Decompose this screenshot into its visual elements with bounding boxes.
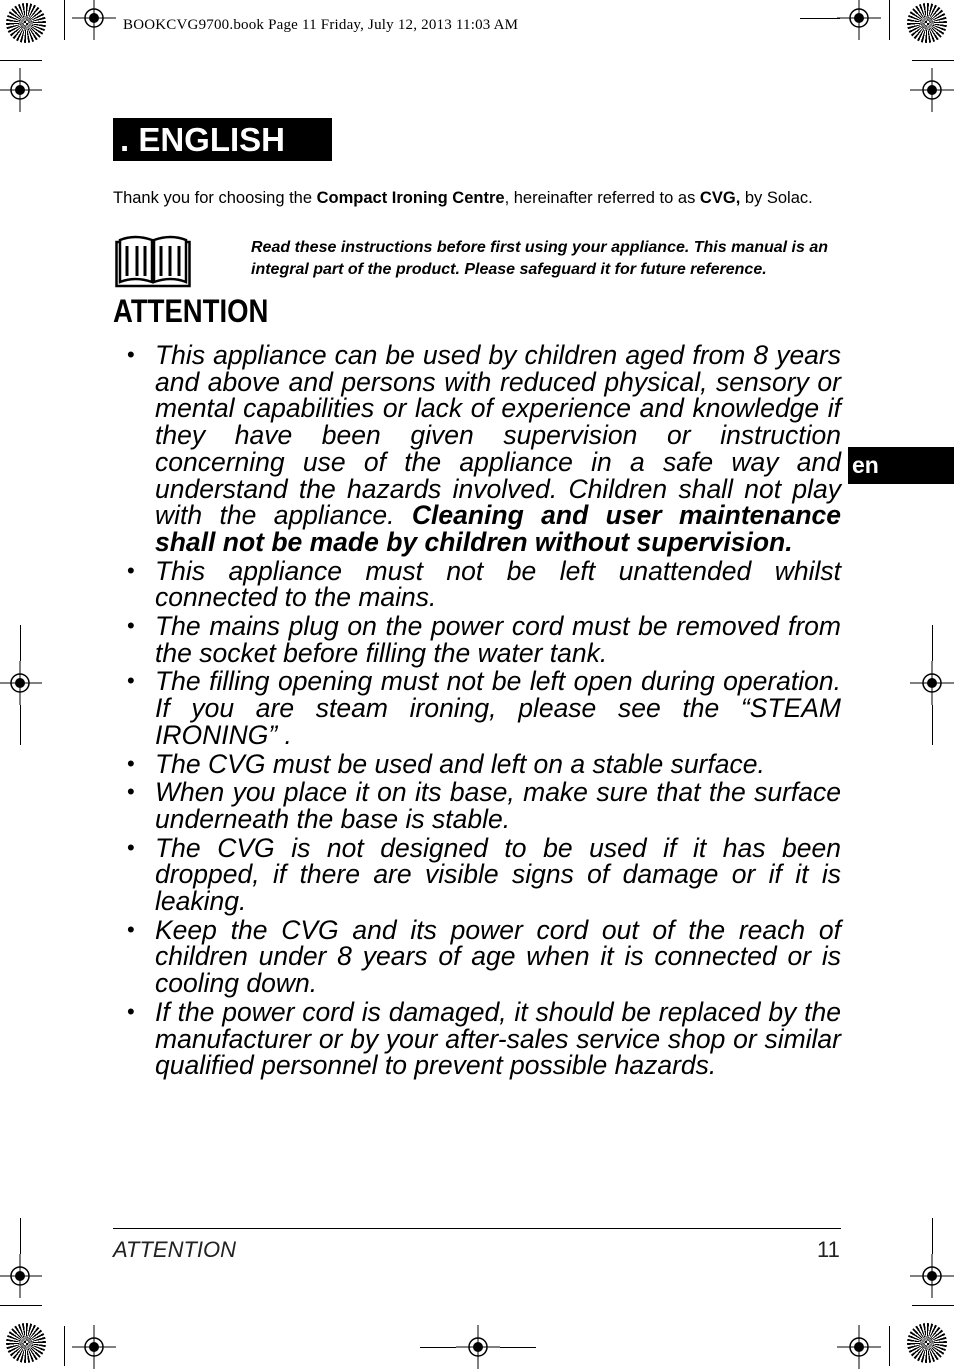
list-item-text: The CVG is not designed to be used if it has been dropped, if there are visible signs of damage or if it is leaking.: [155, 832, 841, 917]
trim-line: [64, 0, 65, 40]
footer-divider: [113, 1228, 841, 1229]
language-banner: . ENGLISH: [113, 118, 332, 161]
list-item: [127, 914, 841, 999]
bullet-icon: •: [127, 750, 135, 776]
registration-mark-icon: [910, 1254, 954, 1298]
list-item: [127, 779, 841, 832]
trim-line: [800, 18, 840, 19]
bullet-icon: •: [127, 557, 135, 583]
list-item-text: When you place it on its base, make sure that the surface underneath the base is stable.: [155, 777, 841, 834]
intro-comma: ,: [735, 189, 741, 207]
starburst-mark-icon: [6, 1323, 46, 1363]
list-item-emphasis: Cleaning and user maintenance shall not be made by children without supervision.: [155, 500, 841, 557]
section-title: ATTENTION: [113, 293, 269, 329]
registration-mark-icon: [0, 661, 42, 705]
registration-mark-icon: [72, 0, 116, 40]
intro-suffix: by Solac.: [740, 189, 813, 207]
registration-mark-icon: [72, 1325, 116, 1369]
book-info-header: BOOKCVG9700.book Page 11 Friday, July 12, 2013 11:03 AM: [123, 17, 519, 33]
trim-line: [20, 705, 21, 745]
bullet-icon: •: [127, 613, 135, 639]
trim-line: [912, 60, 954, 61]
trim-line: [0, 60, 42, 61]
list-item-text: This appliance can be used by children aged from 8 years and above and persons with reduced physical, sensory or mental capabilities or lack of experience and knowledge if they have been given supervision or instruction concerning use of the appliance in a safe way and understand the hazards involved. Children shall not play with the appliance.: [155, 340, 841, 531]
registration-mark-icon: [837, 1325, 881, 1369]
trim-line: [932, 705, 933, 745]
list-item: [127, 996, 841, 1081]
intro-middle: , hereinafter referred to as: [504, 189, 700, 207]
starburst-mark-icon: [6, 3, 46, 43]
bullet-icon: •: [127, 834, 135, 860]
trim-line: [0, 1305, 42, 1306]
list-item: [127, 555, 841, 613]
registration-mark-icon: [837, 0, 881, 40]
bullet-icon: •: [127, 998, 135, 1024]
registration-mark-icon: [456, 1325, 500, 1369]
list-item: [127, 342, 841, 556]
list-item-text: If the power cord is damaged, it should be replaced by the manufacturer or by your after-sales service shop or similar qualified personnel to prevent possible hazards.: [155, 996, 841, 1081]
intro-prefix: Thank you for choosing the: [113, 189, 317, 207]
starburst-mark-icon: [907, 3, 947, 43]
list-item: [127, 832, 841, 917]
footer-section-label: ATTENTION: [113, 1237, 237, 1262]
list-item-text: Keep the CVG and its power cord out of the reach of children under 8 years of age when it is connected or is cooling down.: [155, 914, 841, 999]
trim-line: [932, 1218, 933, 1254]
trim-line: [420, 1347, 456, 1348]
list-item-text: The CVG must be used and left on a stable surface.: [155, 748, 765, 779]
list-item-text: The filling opening must not be left open during operation. If you are steam ironing, please see the “STEAM IRONING” .: [155, 666, 841, 750]
open-book-icon: [115, 234, 191, 288]
trim-line: [20, 1218, 21, 1254]
trim-line: [20, 625, 21, 661]
registration-mark-icon: [910, 661, 954, 705]
starburst-mark-icon: [907, 1323, 947, 1363]
registration-mark-icon: [910, 68, 954, 112]
trim-line: [912, 1305, 954, 1306]
page-number: 11: [817, 1237, 840, 1262]
attention-list: [127, 342, 841, 1081]
read-instructions-note: Read these instructions before first using your appliance. This manual is an integral part of the product. Please safeguard it for future reference.: [251, 239, 829, 278]
list-item: [127, 613, 841, 666]
list-item: [127, 748, 841, 779]
list-item: [127, 668, 841, 748]
list-item-text: The mains plug on the power cord must be removed from the socket before filling the water tank.: [155, 611, 841, 668]
registration-mark-icon: [0, 68, 42, 112]
list-item-text: This appliance must not be left unattended whilst connected to the mains.: [155, 555, 841, 613]
trim-line: [64, 1326, 65, 1366]
bullet-icon: •: [127, 916, 135, 942]
intro-paragraph: [113, 189, 841, 208]
language-tab: en: [848, 447, 954, 484]
bullet-icon: •: [127, 342, 135, 367]
registration-mark-icon: [0, 1254, 42, 1298]
trim-line: [889, 0, 890, 40]
product-abbreviation: CVG: [699, 189, 736, 207]
trim-line: [500, 1347, 536, 1348]
product-name: Compact Ironing Centre: [316, 189, 505, 207]
trim-line: [889, 1326, 890, 1366]
bullet-icon: •: [127, 779, 135, 805]
trim-line: [932, 625, 933, 661]
bullet-icon: •: [127, 668, 135, 694]
